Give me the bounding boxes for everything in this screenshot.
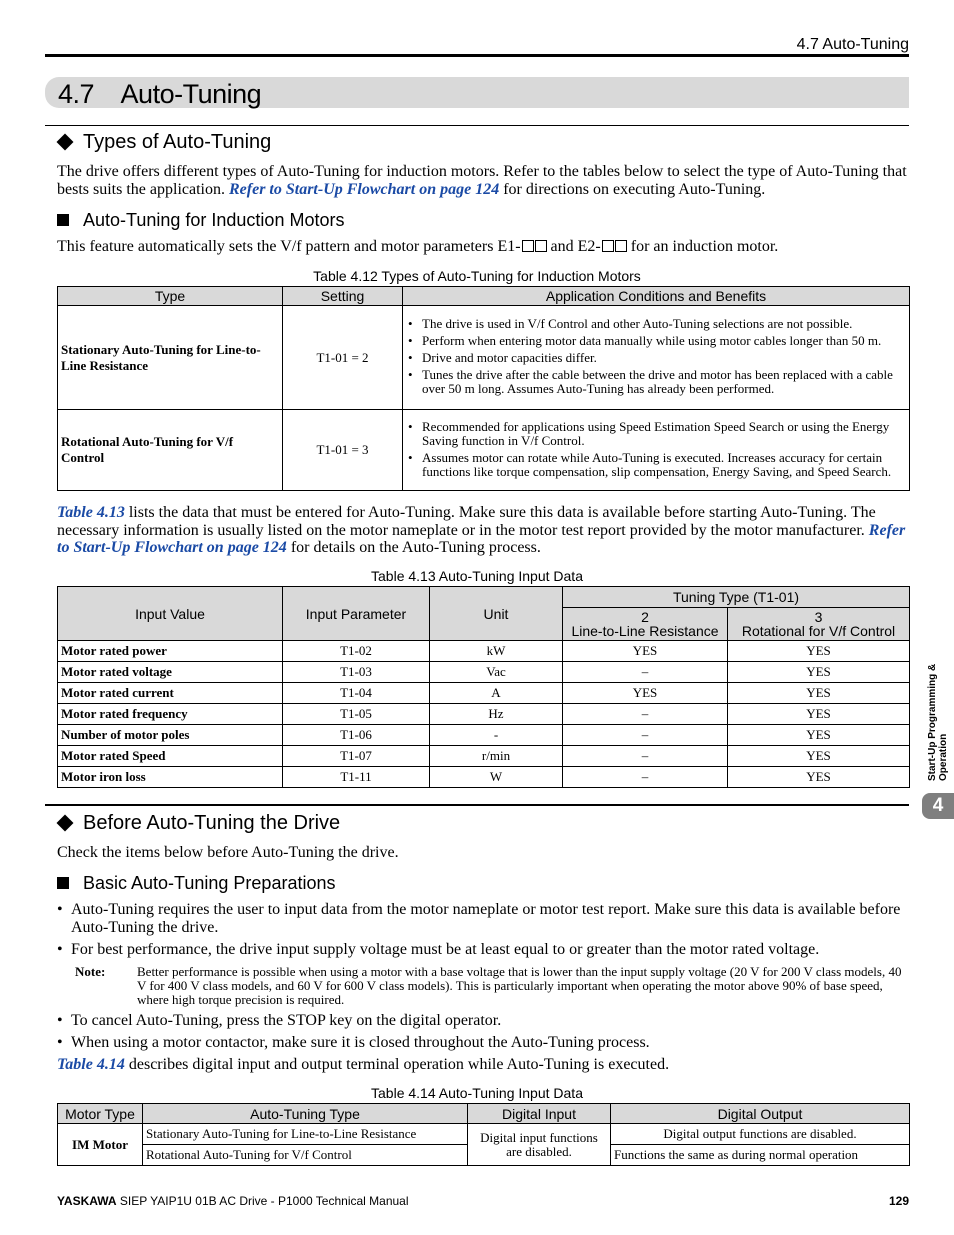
placeholder-box-icon	[535, 240, 547, 252]
list-item: • Perform when entering motor data manually while using motor cables longer than 50 m.	[422, 334, 906, 348]
page-number: 129	[888, 1194, 909, 1208]
divider	[45, 125, 909, 126]
before-heading-text: Before Auto-Tuning the Drive	[83, 812, 341, 834]
divider	[45, 804, 909, 806]
table13-cell: T1-07	[283, 746, 430, 767]
table13-intro	[57, 504, 909, 557]
list-item: • Recommended for applications using Speed Estimation Speed Search or using the Energy Saving function in V/f Control.	[422, 420, 906, 448]
table13-cell: YES	[728, 662, 910, 683]
table13-input-value: Motor rated voltage	[58, 662, 283, 683]
list-item: • To cancel Auto-Tuning, press the STOP key on the digital operator.	[57, 1012, 910, 1030]
types-heading-text: Types of Auto-Tuning	[83, 131, 272, 153]
table13-cell: T1-05	[283, 704, 430, 725]
table13-cell: YES	[728, 725, 910, 746]
table12-header-type: Type	[58, 287, 283, 306]
basic-list-b	[57, 1012, 910, 1051]
diamond-bullet-icon	[57, 133, 74, 150]
before-heading	[57, 812, 340, 835]
note-text: Better performance is possible when using a motor with a base voltage that is lower than the input supply voltage (20 V for 200 V class models, 40 V for 400 V class models, and 60 V for 600 V class models). This is particularly important when operating the motor above 90% of base speed, where high torque precision is required.	[137, 964, 902, 1007]
table12-setting: T1-01 = 3	[283, 410, 403, 491]
table-row	[58, 641, 910, 662]
induction-text-b: and E2-	[546, 238, 601, 255]
table13-header-col3	[728, 608, 910, 641]
header-rule	[45, 54, 909, 57]
footer-manual-title: SIEP YAIP1U 01B AC Drive - P1000 Technical Manual	[116, 1194, 409, 1208]
basic-heading	[57, 873, 335, 894]
table13-cell: kW	[430, 641, 563, 662]
table-row	[58, 410, 910, 491]
table13-col2-name: Line-to-Line Resistance	[571, 623, 719, 639]
list-item: • The drive is used in V/f Control and other Auto-Tuning selections are not possible.	[422, 317, 906, 331]
table13-cell: YES	[728, 704, 910, 725]
before-text: Check the items below before Auto-Tuning the drive.	[57, 844, 399, 861]
table12-conditions	[403, 306, 910, 410]
table13-col3-number: 3	[814, 609, 823, 625]
table13-cell: T1-02	[283, 641, 430, 662]
table14-intro	[57, 1056, 909, 1074]
note-label: Note:	[75, 964, 106, 979]
induction-heading-text: Auto-Tuning for Induction Motors	[83, 210, 345, 230]
table13-cell: YES	[563, 683, 728, 704]
table13-cell: r/min	[430, 746, 563, 767]
table-4-13	[57, 586, 910, 788]
note	[75, 965, 904, 1007]
square-bullet-icon	[57, 877, 69, 889]
table13-cell: T1-04	[283, 683, 430, 704]
table14-digital-output: Functions the same as during normal operation	[611, 1145, 910, 1166]
table13-cell: –	[563, 704, 728, 725]
table13-header-tuning-type: Tuning Type (T1-01)	[563, 587, 910, 608]
table13-cell: YES	[728, 767, 910, 788]
table13-cell: –	[563, 662, 728, 683]
section-title: 4.7 Auto-Tuning	[58, 79, 262, 109]
induction-text-c: for an induction motor.	[626, 238, 779, 255]
table13-intro-text: lists the data that must be entered for Auto-Tuning. Make sure this data is available before starting Auto-Tuning. The necessary information is usually listed on the motor nameplate or in the motor test report provided by the motor manufacturer.	[57, 504, 876, 539]
basic-heading-text: Basic Auto-Tuning Preparations	[83, 873, 336, 893]
table13-cell: YES	[728, 683, 910, 704]
table14-digital-input: Digital input functions are disabled.	[468, 1124, 611, 1166]
list-item: • Tunes the drive after the cable between the drive and motor has been replaced with a cable over 50 m long. Assumes Auto-Tuning has already been performed.	[422, 368, 906, 396]
diamond-bullet-icon	[57, 814, 74, 831]
table13-cell: A	[430, 683, 563, 704]
table-row	[58, 704, 910, 725]
table14-header-motor-type: Motor Type	[58, 1104, 143, 1124]
list-item: • When using a motor contactor, make sure it is closed throughout the Auto-Tuning process.	[57, 1034, 910, 1052]
side-tab-label: Start-Up Programming & Operation	[927, 663, 949, 781]
placeholder-box-icon	[615, 240, 627, 252]
list-item: • Drive and motor capacities differ.	[422, 351, 906, 365]
running-header: 4.7 Auto-Tuning	[796, 36, 909, 53]
list-item: • Assumes motor can rotate while Auto-Tuning is executed. Increases accuracy for certain functions like torque compensation, slip compensation, Energy Saving, and Speed Search.	[422, 451, 906, 479]
table14-caption: Table 4.14 Auto-Tuning Input Data	[371, 1085, 583, 1101]
table14-motor-type: IM Motor	[58, 1124, 143, 1166]
types-intro-text-end: for directions on executing Auto-Tuning.	[499, 180, 766, 198]
table13-cell: Vac	[430, 662, 563, 683]
table-row	[58, 683, 910, 704]
table-row	[58, 767, 910, 788]
table14-header-digital-output: Digital Output	[611, 1104, 910, 1124]
table13-input-value: Motor iron loss	[58, 767, 283, 788]
table-4-12	[57, 286, 910, 491]
table14-tuning-type: Rotational Auto-Tuning for V/f Control	[143, 1145, 468, 1166]
footer-brand: YASKAWA	[57, 1194, 117, 1208]
table13-input-value: Motor rated frequency	[58, 704, 283, 725]
table13-header-col2	[563, 608, 728, 641]
table-4-14	[57, 1103, 910, 1166]
table13-cell: –	[563, 725, 728, 746]
table14-tuning-type: Stationary Auto-Tuning for Line-to-Line Resistance	[143, 1124, 468, 1145]
table13-input-value: Motor rated current	[58, 683, 283, 704]
footer-manual	[57, 1194, 409, 1208]
induction-text-a: This feature automatically sets the V/f pattern and motor parameters E1-	[57, 238, 521, 255]
types-intro-text: The drive offers different types of Auto-Tuning for induction motors. Refer to the tables below to select the type of Auto-Tuning that bests suits the application.	[57, 163, 907, 198]
table12-setting: T1-01 = 2	[283, 306, 403, 410]
table13-header-input-parameter: Input Parameter	[283, 587, 430, 641]
table13-cell: YES	[728, 746, 910, 767]
basic-list-a	[57, 901, 910, 959]
table12-caption: Table 4.12 Types of Auto-Tuning for Induction Motors	[313, 268, 641, 284]
table13-header-unit: Unit	[430, 587, 563, 641]
induction-text	[57, 238, 909, 256]
placeholder-box-icon	[602, 240, 614, 252]
table12-header-setting: Setting	[283, 287, 403, 306]
table13-cell: T1-03	[283, 662, 430, 683]
table13-col3-name: Rotational for V/f Control	[741, 623, 896, 639]
table12-type: Stationary Auto-Tuning for Line-to-Line Resistance	[58, 306, 283, 410]
table-row	[58, 746, 910, 767]
table-4-14-link[interactable]: Table 4.14	[57, 1056, 125, 1073]
table13-input-value: Motor rated power	[58, 641, 283, 662]
table12-header-conditions: Application Conditions and Benefits	[403, 287, 910, 306]
table13-cell: T1-11	[283, 767, 430, 788]
table13-cell: -	[430, 725, 563, 746]
table13-col2-number: 2	[641, 609, 649, 625]
flowchart-link[interactable]: Refer to Start-Up Flowchart on page 124	[57, 521, 906, 556]
table-row	[58, 725, 910, 746]
table-row	[58, 306, 910, 410]
table14-header-tuning-type: Auto-Tuning Type	[143, 1104, 468, 1124]
table13-input-value: Motor rated Speed	[58, 746, 283, 767]
induction-heading	[57, 210, 344, 231]
types-heading	[57, 131, 271, 154]
table-4-13-link[interactable]: Table 4.13	[57, 504, 125, 521]
table14-digital-output: Digital output functions are disabled.	[611, 1124, 910, 1145]
square-bullet-icon	[57, 214, 69, 226]
types-intro	[57, 163, 909, 198]
table12-type: Rotational Auto-Tuning for V/f Control	[58, 410, 283, 491]
table14-intro-text: describes digital input and output terminal operation while Auto-Tuning is executed.	[124, 1056, 670, 1073]
table13-intro-text-end: for details on the Auto-Tuning process.	[286, 539, 541, 556]
table-row	[58, 1124, 910, 1145]
chapter-tab[interactable]: 4	[922, 793, 954, 819]
table-row	[58, 662, 910, 683]
table13-cell: YES	[563, 641, 728, 662]
table13-cell: W	[430, 767, 563, 788]
table13-cell: –	[563, 767, 728, 788]
table13-cell: Hz	[430, 704, 563, 725]
table13-cell: YES	[728, 641, 910, 662]
table13-header-input-value: Input Value	[58, 587, 283, 641]
placeholder-box-icon	[522, 240, 534, 252]
table13-input-value: Number of motor poles	[58, 725, 283, 746]
table13-cell: T1-06	[283, 725, 430, 746]
table14-header-digital-input: Digital Input	[468, 1104, 611, 1124]
table13-cell: –	[563, 746, 728, 767]
table12-conditions	[403, 410, 910, 491]
flowchart-link[interactable]: Refer to Start-Up Flowchart on page 124	[228, 180, 500, 198]
table13-caption: Table 4.13 Auto-Tuning Input Data	[371, 568, 583, 584]
list-item: • For best performance, the drive input supply voltage must be at least equal to or greater than the motor rated voltage.	[57, 941, 910, 959]
list-item: • Auto-Tuning requires the user to input data from the motor nameplate or motor test report. Make sure this data is available before Auto-Tuning the drive.	[57, 901, 910, 936]
